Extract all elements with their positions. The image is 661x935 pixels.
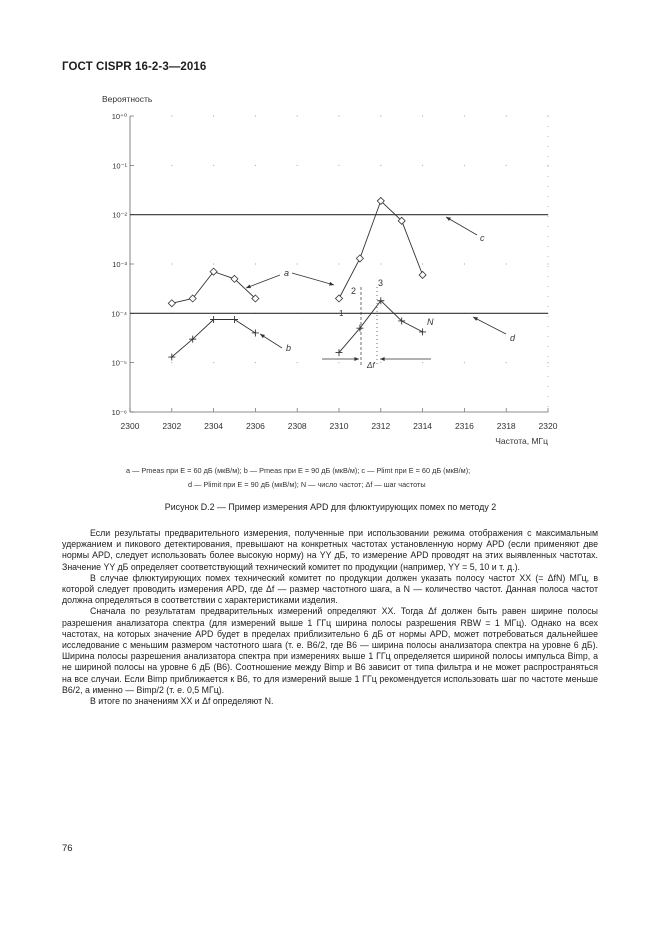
x-tick-label: 2310 bbox=[329, 421, 349, 431]
arrow-b-head bbox=[260, 334, 265, 338]
grid-dot bbox=[171, 115, 172, 116]
apd-chart bbox=[0, 0, 661, 460]
x-tick-label: 2314 bbox=[413, 421, 433, 431]
annotation-d: d bbox=[510, 333, 516, 343]
grid-dot bbox=[213, 263, 214, 264]
data-point-diamond bbox=[356, 255, 363, 262]
paragraph-1: Если результаты предварительного измерения, полученные при использовании режима отображения с максимальным удержанием и пикового детектирования, превышают на конкретных частотах установленную норму APD (если применяют две нормы APD, следует использовать более высокую норму) на YY дБ, то измерение APD проводят на этих выявленных частотах. Значение YY дБ определяет соответствующий технический комитет по продукции (например, YY = 5, 10 и т. д.). bbox=[62, 528, 598, 572]
x-tick-label: 2318 bbox=[496, 421, 516, 431]
series-line bbox=[172, 272, 256, 304]
arrow-a-left-head bbox=[246, 285, 251, 289]
legend-line-2: d — Plimit при E = 90 дБ (мкВ/м); N — число частот; Δf — шаг частоты bbox=[188, 480, 426, 489]
grid-dot bbox=[547, 362, 548, 363]
grid-dot bbox=[213, 115, 214, 116]
data-point-diamond bbox=[336, 295, 343, 302]
data-point-diamond bbox=[168, 300, 175, 307]
grid-dot bbox=[338, 115, 339, 116]
grid-dot bbox=[380, 165, 381, 166]
arrow-c bbox=[446, 217, 477, 235]
grid-dot bbox=[338, 362, 339, 363]
grid-dot bbox=[338, 263, 339, 264]
annotation-a: a bbox=[284, 268, 290, 278]
x-tick-label: 2312 bbox=[371, 421, 391, 431]
grid-dot bbox=[464, 263, 465, 264]
series-line bbox=[339, 301, 423, 353]
grid-dot bbox=[380, 115, 381, 116]
grid-dot bbox=[547, 165, 548, 166]
data-point-plus bbox=[252, 329, 259, 336]
x-tick-label: 2308 bbox=[287, 421, 307, 431]
annotation-1: 1 bbox=[339, 309, 344, 318]
grid-dot bbox=[213, 165, 214, 166]
annotation-3: 3 bbox=[378, 278, 384, 288]
figure-caption: Рисунок D.2 — Пример измерения APD для флюктуирующих помех по методу 2 bbox=[164, 502, 497, 512]
data-point-plus bbox=[419, 328, 426, 335]
annotation-c: c bbox=[480, 233, 485, 243]
arrow-d bbox=[473, 317, 506, 334]
paragraph-3: Сначала по результатам предварительных измерений определяют XX. Тогда Δf должен быть равен ширине полосы разрешения анализатора спектра (для измерений выше 1 ГГц ширина полосы разрешения RBW = 1 МГц). Однако на всех частотах, на которых значение APD будет в пределах приблизительно 6 дБ от нормы APD, может потребоваться дальнейшее исследование с меньшим размером частотного шага (т. е. B6/2, где B6 — ширина полосы анализатора спектра на уровне 6 дБ). Ширина полосы разрешения анализатора спектра при измерениях выше 1 ГГц определяется шириной полосы импульса Bimp, а не шириной полосы на уровне 6 дБ (B6). Соотношение между Bimp и B6 зависит от типа фильтра и не может распространяться на все случаи. Если Bimp приближается к B6, то для измерений выше 1 ГГц рекомендуется использовать шаг по частоте меньше B6/2, а именно — Bimp/2 (т. е. 0,5 МГц). bbox=[62, 606, 598, 695]
page-number: 76 bbox=[62, 843, 73, 854]
annotation-b: b bbox=[286, 343, 292, 353]
grid-dot bbox=[255, 165, 256, 166]
grid-dot bbox=[464, 165, 465, 166]
grid-dot bbox=[506, 165, 507, 166]
document-header: ГОСТ CISPR 16-2-3—2016 bbox=[62, 61, 207, 73]
grid-dot bbox=[422, 165, 423, 166]
y-tick-label: 10⁻⁴ bbox=[111, 309, 127, 319]
x-tick-label: 2302 bbox=[162, 421, 182, 431]
paragraph-4: В итоге по значениям XX и Δf определяют N. bbox=[90, 696, 274, 707]
annotation-df: Δf bbox=[367, 361, 375, 370]
arrow-df-left-head bbox=[354, 357, 359, 361]
grid-dot bbox=[506, 263, 507, 264]
grid-dot bbox=[171, 263, 172, 264]
y-tick-label: 10⁻¹ bbox=[112, 161, 127, 171]
grid-dot bbox=[422, 362, 423, 363]
x-tick-label: 2316 bbox=[454, 421, 474, 431]
x-tick-label: 2304 bbox=[204, 421, 224, 431]
series-line bbox=[172, 320, 256, 358]
grid-dot bbox=[422, 115, 423, 116]
grid-dot bbox=[506, 362, 507, 363]
grid-dot bbox=[255, 362, 256, 363]
paragraph-2: В случае флюктуирующих помех технический комитет по продукции должен указать полосу частот XX (= ΔfN) МГц, в которой следует проводить измерения APD, где Δf — размер частотного шага, а N — количество частот. Данная полоса частот должна определяться в соответствии с характеристиками изделия. bbox=[62, 572, 598, 606]
data-point-plus bbox=[231, 316, 238, 323]
y-tick-label: 10⁻⁶ bbox=[111, 408, 127, 417]
grid-dot bbox=[255, 263, 256, 264]
grid-dot bbox=[380, 362, 381, 363]
grid-dot bbox=[506, 115, 507, 116]
grid-dot bbox=[547, 263, 548, 264]
y-tick-label: 10⁻⁵ bbox=[111, 358, 127, 368]
grid-dot bbox=[297, 115, 298, 116]
grid-dot bbox=[380, 263, 381, 264]
arrow-a-right-head bbox=[329, 282, 334, 286]
arrow-df-right-head bbox=[380, 357, 385, 361]
annotation-2: 2 bbox=[351, 286, 357, 296]
grid-dot bbox=[464, 115, 465, 116]
grid-dot bbox=[422, 263, 423, 264]
grid-dot bbox=[547, 115, 548, 116]
grid-dot bbox=[297, 362, 298, 363]
grid-dot bbox=[464, 362, 465, 363]
grid-dot bbox=[297, 263, 298, 264]
y-tick-label: 10⁻³ bbox=[112, 260, 127, 269]
annotation-n: N bbox=[427, 317, 434, 327]
grid-dot bbox=[338, 165, 339, 166]
grid-dot bbox=[297, 165, 298, 166]
arrow-a-left bbox=[246, 275, 280, 288]
body-text bbox=[62, 528, 598, 707]
y-tick-label: 10⁺⁰ bbox=[111, 112, 127, 121]
x-axis-label: Частота, МГц bbox=[495, 436, 548, 446]
y-axis-label: Вероятность bbox=[102, 94, 153, 104]
legend-line-1: a — Pmeas при E = 60 дБ (мкВ/м); b — Pmeas при E = 90 дБ (мкВ/м); c — Plimt при E = 60 дБ (мкВ/м); bbox=[126, 466, 471, 475]
x-tick-label: 2300 bbox=[120, 421, 140, 431]
data-point-diamond bbox=[419, 271, 426, 278]
grid-dot bbox=[213, 362, 214, 363]
arrow-a-right bbox=[292, 273, 334, 285]
grid-dot bbox=[171, 362, 172, 363]
grid-dot bbox=[171, 165, 172, 166]
y-tick-label: 10⁻² bbox=[112, 210, 127, 220]
x-tick-label: 2306 bbox=[245, 421, 265, 431]
grid-dot bbox=[255, 115, 256, 116]
x-tick-label: 2320 bbox=[538, 421, 558, 431]
